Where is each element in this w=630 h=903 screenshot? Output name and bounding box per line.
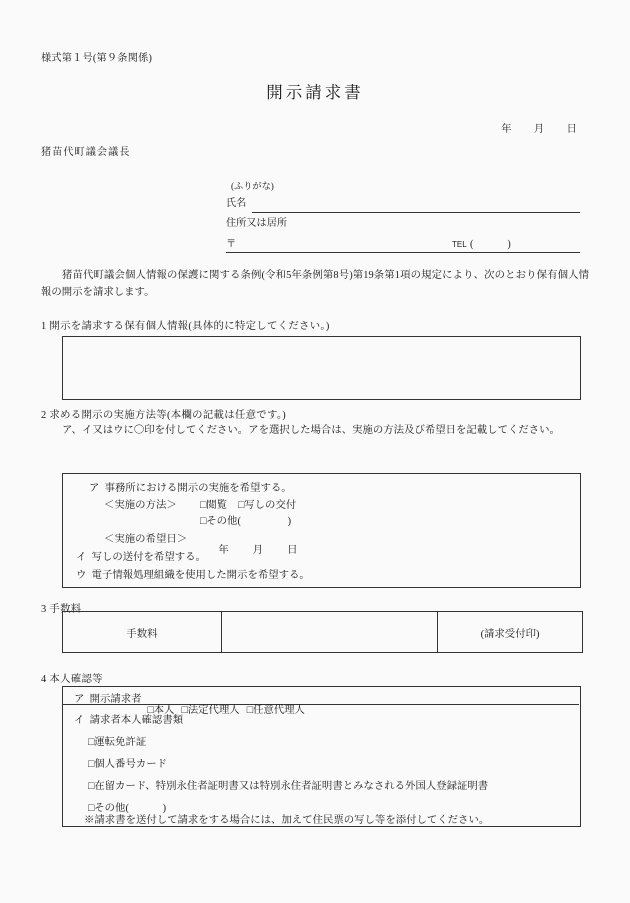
- section-4-heading: 4 本人確認等: [41, 674, 103, 685]
- date-year-label: 年: [501, 123, 512, 135]
- mail-submission-note: ※請求書を送付して請求をする場合には、加えて住民票の写し等を添付してください。: [84, 815, 490, 826]
- checkbox-inspection[interactable]: □閲覧: [200, 500, 228, 511]
- preferred-date-day: 日: [287, 545, 298, 556]
- checkbox-drivers-license[interactable]: □運転免許証: [88, 737, 147, 748]
- option-c-electronic-disclosure[interactable]: ウ 電子情報処理組織を使用した開示を希望する。: [76, 570, 310, 581]
- preferred-date-year: 年: [218, 545, 229, 556]
- preferred-date-fields[interactable]: [208, 530, 298, 567]
- fee-amount-cell[interactable]: [222, 612, 438, 653]
- requester-type-label: ア 開示請求者: [74, 694, 142, 705]
- requested-information-box[interactable]: [62, 336, 581, 400]
- telephone-input[interactable]: ( ): [470, 239, 512, 250]
- document-date-fields: [489, 112, 577, 147]
- telephone-label: TEL: [452, 240, 467, 249]
- section-1-heading: 1 開示を請求する保有個人情報(具体的に特定してください。): [41, 321, 330, 332]
- option-a-office-disclosure[interactable]: ア 事務所における開示の実施を希望する。: [89, 483, 292, 494]
- checkbox-residence-card[interactable]: □在留カード、特別永住者証明書又は特別永住者証明書とみなされる外国人登録証明書: [88, 781, 489, 792]
- section-2-heading: 2 求める開示の実施方法等(本欄の記載は任意です。): [41, 410, 287, 421]
- address-label: 住所又は居所: [226, 218, 288, 229]
- preferred-date-label: ＜実施の希望日＞: [104, 534, 188, 545]
- checkbox-document-other[interactable]: □その他( ): [88, 803, 167, 814]
- receipt-stamp-cell: (請求受付印): [438, 612, 583, 653]
- implementation-method-label: ＜実施の方法＞: [104, 500, 177, 511]
- identity-documents-label: イ 請求者本人確認書類: [74, 715, 184, 726]
- fee-label-cell: 手数料: [63, 612, 222, 653]
- table-row: [63, 612, 583, 653]
- checkbox-legal-representative[interactable]: □法定代理人: [181, 705, 240, 716]
- section-2-instruction: ア、イ又はウに〇印を付してください。アを選択した場合は、実施の方法及び希望日を記載してください。: [62, 425, 560, 436]
- page-title: 開示請求書: [266, 83, 364, 102]
- fee-table: [62, 611, 583, 653]
- preferred-date-month: 月: [252, 545, 264, 556]
- checkbox-self[interactable]: □本人: [147, 705, 175, 716]
- postal-code-label: 〒: [226, 239, 237, 250]
- checkbox-voluntary-representative[interactable]: □任意代理人: [246, 705, 305, 716]
- legal-reference-paragraph: 猪苗代町議会個人情報の保護に関する条例(令和5年条例第8号)第19条第1項の規定により、次のとおり保有個人情報の開示を請求します。: [41, 270, 589, 298]
- option-b-mail-copy[interactable]: イ 写しの送付を希望する。: [76, 552, 206, 563]
- form-number: 様式第１号(第９条関係): [41, 53, 153, 64]
- section-3-heading: 3 手数料: [41, 604, 82, 615]
- checkbox-copy-delivery[interactable]: □写しの交付: [238, 500, 297, 511]
- addressee: 猪苗代町議会議長: [41, 147, 131, 158]
- address-input-rule[interactable]: [226, 252, 580, 253]
- checkbox-my-number-card[interactable]: □個人番号カード: [88, 759, 168, 770]
- furigana-label: (ふりがな): [231, 181, 274, 191]
- date-month-label: 月: [533, 123, 545, 135]
- date-day-label: 日: [566, 123, 578, 135]
- name-label: 氏名: [226, 198, 247, 209]
- name-input-rule[interactable]: [252, 212, 580, 213]
- checkbox-method-other[interactable]: □その他( ): [200, 516, 292, 527]
